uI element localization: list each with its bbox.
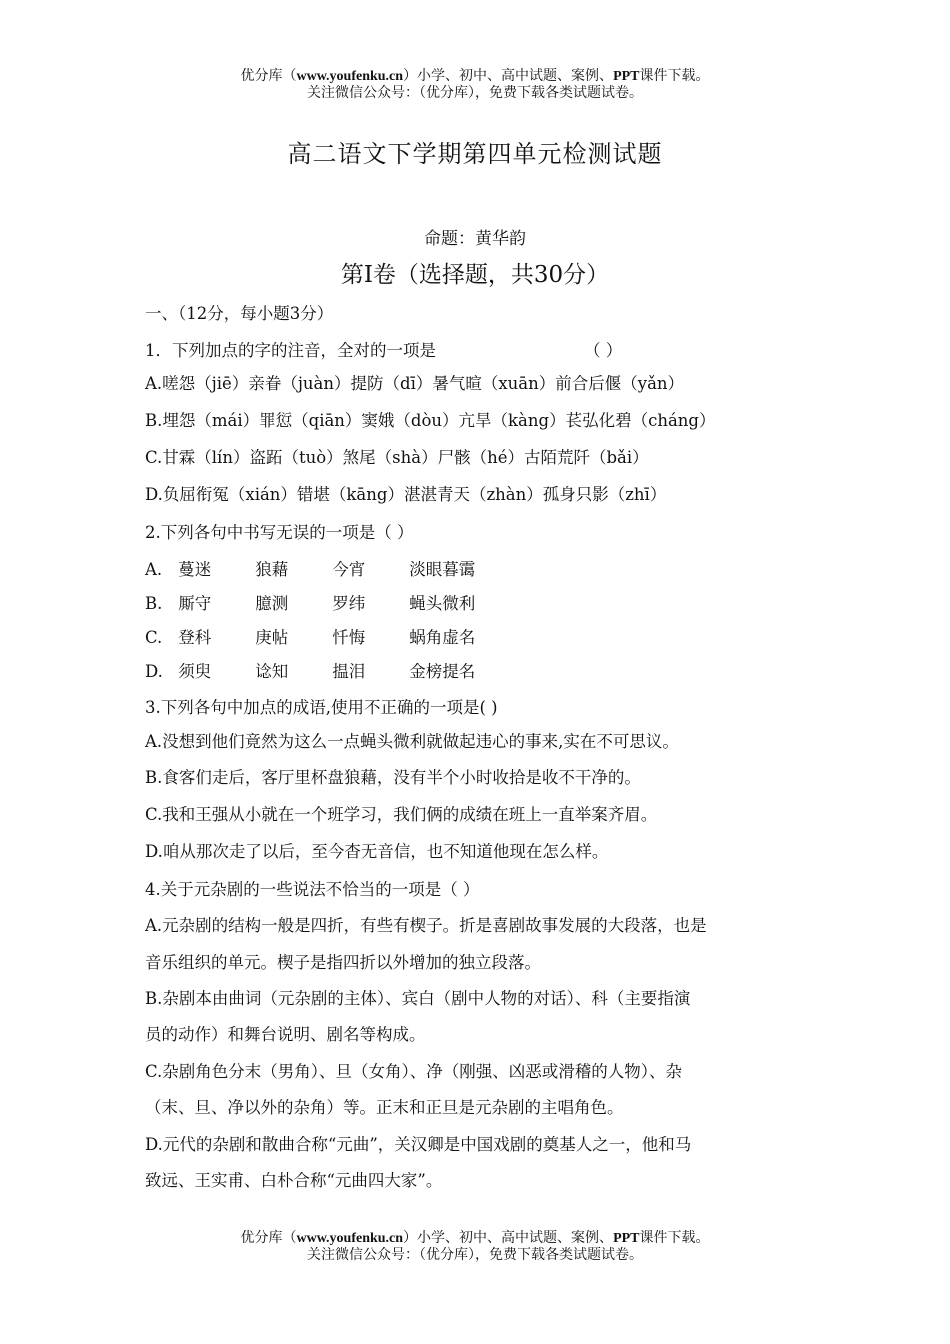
q3-option-d: D.咱从那次走了以后，至今杳无音信，也不知道他现在怎么样。 xyxy=(145,842,609,861)
footer-text: 课件下载。 xyxy=(639,1230,710,1246)
q2-word: 谂知 xyxy=(255,662,289,681)
q1-stem: 1．下列加点的字的注音，全对的一项是 xyxy=(145,341,436,360)
q1-option-c: C.甘霖（lín）盗跖（tuò）煞尾（shà）尸骸（hé）古陌荒阡（bǎi） xyxy=(145,448,649,467)
q2-option-label: B. xyxy=(145,594,163,613)
author-line: 命题：黄华韵 xyxy=(424,229,526,249)
q1-option-d: D.负屈衔冤（xián）错堪（kāng）湛湛青天（zhàn）孤身只影（zhī） xyxy=(145,485,667,504)
page-title: 高二语文下学期第四单元检测试题 xyxy=(287,140,663,168)
q2-word: 罗纬 xyxy=(332,594,366,613)
footer-ppt: PPT xyxy=(613,1231,640,1246)
header-text: ）小学、初中、高中试题、案例、 xyxy=(403,68,614,84)
q2-word: 蝇头微利 xyxy=(409,594,476,613)
header-text: 优分库（ xyxy=(240,68,297,84)
header-text: 课件下载。 xyxy=(639,68,710,84)
q3-option-b: B.食客们走后，客厅里杯盘狼藉，没有半个小时收拾是收不干净的。 xyxy=(145,768,641,787)
section-heading: 一、（12分，每小题3分） xyxy=(145,304,334,323)
q2-stem: 2.下列各句中书写无误的一项是（ ） xyxy=(145,523,414,542)
volume-heading: 第Ⅰ卷（选择题，共30分） xyxy=(340,262,610,288)
q4-option-c-line1: C.杂剧角色分末（男角）、旦（女角）、净（刚强、凶恶或滑稽的人物）、杂 xyxy=(145,1062,683,1081)
header-ppt: PPT xyxy=(613,69,640,84)
q4-option-b-line2: 员的动作）和舞台说明、剧名等构成。 xyxy=(145,1025,426,1044)
q1-option-b: B.埋怨（mái）罪愆（qiān）窦娥（dòu）亢旱（kàng）苌弘化碧（cháng） xyxy=(145,411,716,430)
q4-option-b-line1: B.杂剧本由曲词（元杂剧的主体）、宾白（剧中人物的对话）、科（主要指演 xyxy=(145,989,691,1008)
page-header xyxy=(0,68,950,102)
page-footer xyxy=(0,1230,950,1264)
q2-word: 今宵 xyxy=(332,560,366,579)
q2-option-c xyxy=(145,624,475,648)
q2-word: 蔓迷 xyxy=(178,560,212,579)
q2-option-b xyxy=(145,590,475,614)
q2-word: 揾泪 xyxy=(332,662,366,681)
footer-line-2: 关注微信公众号：（优分库），免费下载各类试题试卷。 xyxy=(307,1247,643,1263)
q2-option-label: D. xyxy=(145,662,163,681)
q2-word: 金榜提名 xyxy=(409,662,476,681)
q2-word: 登科 xyxy=(178,628,212,647)
q4-option-d-line2: 致远、王实甫、白朴合称“元曲四大家”。 xyxy=(145,1171,443,1190)
header-line-2: 关注微信公众号：（优分库），免费下载各类试题试卷。 xyxy=(307,85,643,101)
q2-word: 淡眼暮霭 xyxy=(409,560,476,579)
q2-option-label: A. xyxy=(145,560,163,579)
q2-word: 厮守 xyxy=(178,594,212,613)
q2-option-label: C. xyxy=(145,628,163,647)
q2-option-d xyxy=(145,658,475,682)
footer-text: 优分库（ xyxy=(240,1230,297,1246)
q3-option-c: C.我和王强从小就在一个班学习，我们俩的成绩在班上一直举案齐眉。 xyxy=(145,805,658,824)
q2-option-a xyxy=(145,556,475,580)
q4-option-c-line2: （末、旦、净以外的杂角）等。正末和正旦是元杂剧的主唱角色。 xyxy=(145,1098,624,1117)
header-line-1 xyxy=(0,68,950,85)
q2-word: 忏悔 xyxy=(332,628,366,647)
q2-word: 庚帖 xyxy=(255,628,289,647)
q4-option-a-line1: A.元杂剧的结构一般是四折，有些有楔子。折是喜剧故事发展的大段落，也是 xyxy=(145,916,707,935)
q1-option-a: A.嗟怨（jiē）亲眷（juàn）提防（dī）暑气暄（xuān）前合后偃（yǎn） xyxy=(145,374,685,393)
q1-answer-paren: （ ） xyxy=(584,341,623,360)
q4-option-a-line2: 音乐组织的单元。楔子是指四折以外增加的独立段落。 xyxy=(145,953,541,972)
q4-stem: 4.关于元杂剧的一些说法不恰当的一项是（ ） xyxy=(145,880,480,899)
header-site-link[interactable]: www.youfenku.cn xyxy=(296,69,404,84)
q2-word: 狼藉 xyxy=(255,560,289,579)
q3-stem: 3.下列各句中加点的成语,使用不正确的一项是( ) xyxy=(145,698,498,717)
footer-line-1 xyxy=(0,1230,950,1247)
footer-text: ）小学、初中、高中试题、案例、 xyxy=(403,1230,614,1246)
q2-word: 臆测 xyxy=(255,594,289,613)
q3-option-a: A.没想到他们竟然为这么一点蝇头微利就做起违心的事来,实在不可思议。 xyxy=(145,732,679,751)
q2-word: 蜗角虚名 xyxy=(409,628,476,647)
q2-word: 须臾 xyxy=(178,662,212,681)
q4-option-d-line1: D.元代的杂剧和散曲合称“元曲”，关汉卿是中国戏剧的奠基人之一，他和马 xyxy=(145,1135,692,1154)
footer-site-link[interactable]: www.youfenku.cn xyxy=(296,1231,404,1246)
